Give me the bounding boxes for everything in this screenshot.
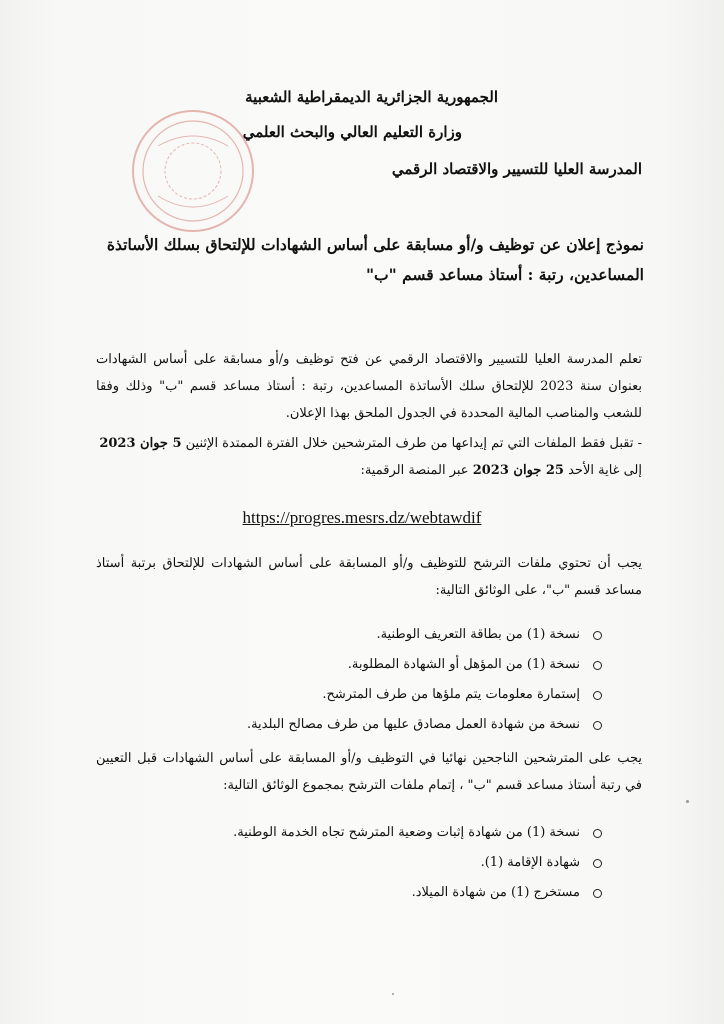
- documents-intro: يجب أن تحتوي ملفات الترشح للتوظيف و/أو المسابقة على أساس الشهادات للإلتحاق برتبة أستاذ مساعد قسم "ب"، على الوثائق التالية:: [96, 556, 642, 598]
- header-school: المدرسة العليا للتسيير والاقتصاد الرقمي: [391, 160, 642, 178]
- circle-bullet-icon: [593, 631, 602, 640]
- list-item: نسخة (1) من شهادة إثبات وضعية المترشح تجاه الخدمة الوطنية.: [233, 818, 602, 848]
- header-republic: الجمهورية الجزائرية الديمقراطية الشعبية: [245, 88, 498, 106]
- final-documents-list: [233, 818, 602, 908]
- circle-bullet-icon: [593, 721, 602, 730]
- header-ministry: وزارة التعليم العالي والبحث العلمي: [242, 123, 462, 141]
- platform-link[interactable]: [0, 508, 724, 528]
- note-start-date: 5 جوان 2023: [99, 436, 182, 451]
- final-documents-intro: يجب على المترشحين الناجحين نهائيا في التوظيف و/أو المسابقة على أساس الشهادات قبل التعيين في رتبة أستاذ مساعد قسم "ب" ، إتمام ملفات الترشح بمجموع الوثائق التالية:: [96, 751, 642, 793]
- list-item: إستمارة معلومات يتم ملؤها من طرف المترشح.: [247, 680, 602, 710]
- title-line-2: المساعدين، رتبة : أستاذ مساعد قسم "ب": [365, 265, 644, 284]
- official-stamp: [128, 106, 258, 236]
- list-item: نسخة من شهادة العمل مصادق عليها من طرف مصالح البلدية.: [247, 710, 602, 740]
- circle-bullet-icon: [593, 859, 602, 868]
- circle-bullet-icon: [593, 889, 602, 898]
- required-documents-list: [247, 620, 602, 740]
- note-part-2: إلى غاية الأحد: [563, 463, 642, 478]
- circle-bullet-icon: [593, 829, 602, 838]
- submission-note: [96, 430, 642, 484]
- title-line-1: نموذج إعلان عن توظيف و/أو مسابقة على أساس الشهادات للإلتحاق بسلك الأساتذة: [106, 235, 644, 254]
- scan-speck: [686, 800, 689, 803]
- announcement-title: [90, 230, 644, 290]
- circle-bullet-icon: [593, 691, 602, 700]
- list-item: مستخرج (1) من شهادة الميلاد.: [233, 878, 602, 908]
- list-item: شهادة الإقامة (1).: [233, 848, 602, 878]
- list-item: نسخة (1) من بطاقة التعريف الوطنية.: [247, 620, 602, 650]
- note-part-3: عبر المنصة الرقمية:: [360, 463, 473, 478]
- intro-paragraph: تعلم المدرسة العليا للتسيير والاقتصاد الرقمي عن فتح توظيف و/أو مسابقة على أساس الشهادات بعنوان سنة 2023 للإلتحاق سلك الأساتذة المساعدين، رتبة : أستاذ مساعد قسم "ب" وذلك وفقا للشعب والمناصب المالية المحددة في الجدول الملحق بهذا الإعلان.: [96, 352, 642, 421]
- note-end-date: 25 جوان 2023: [472, 463, 564, 478]
- circle-bullet-icon: [593, 661, 602, 670]
- platform-url[interactable]: https://progres.mesrs.dz/webtawdif: [242, 508, 482, 527]
- note-part-1: - تقبل فقط الملفات التي تم إيداعها من طرف المترشحين خلال الفترة الممتدة الإثنين: [181, 436, 642, 451]
- scan-speck: [392, 993, 394, 995]
- list-item: نسخة (1) من المؤهل أو الشهادة المطلوبة.: [247, 650, 602, 680]
